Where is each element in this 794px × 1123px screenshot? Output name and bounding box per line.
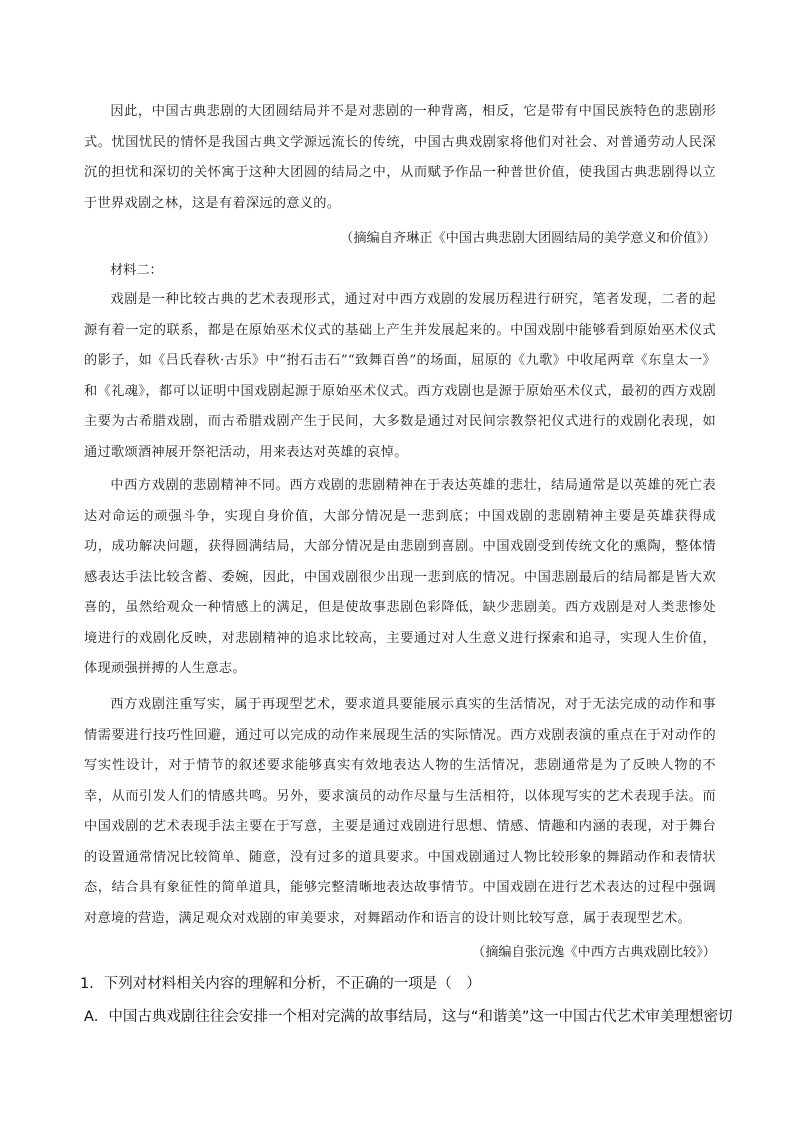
- material-2-paragraph-1: 戏剧是一种比较古典的艺术表现形式，通过对中西方戏剧的发展历程进行研究，笔者发现，二者的起源有着一定的联系，都是在原始巫术仪式的基础上产生并发展起来的。中国戏剧中能够看到原始巫术仪式的影子，如《吕氏春秋·古乐》中“拊石击石”“致舞百兽”的场面，屈原的《九歌》中收尾两章《东皇太一》和《礼魂》，都可以证明中国戏剧起源于原始巫术仪式。西方戏剧也是源于原始巫术仪式，最初的西方戏剧主要为古希腊戏剧，而古希腊戏剧产生于民间，大多数是通过对民间宗教祭祀仪式进行的戏剧化表现，如通过歌颂酒神展开祭祀活动，用来表达对英雄的哀悼。: [84, 292, 716, 460]
- source-citation-2: （摘编自张沅逸《中西方古典戏剧比较》）: [472, 945, 716, 960]
- material-2-paragraph-3: 西方戏剧注重写实，属于再现型艺术，要求道具要能展示真实的生活情况，对于无法完成的动作和事情需要进行技巧性回避，通过可以完成的动作来展现生活的实际情况。西方戏剧表演的重点在于对动作的写实性设计，对于情节的叙述要求能够真实有效地表达人物的生活情况，悲剧通常是为了反映人物的不幸，从而引发人们的情感共鸣。另外，要求演员的动作尽量与生活相符，以体现写实的艺术表现手法。而中国戏剧的艺术表现手法主要在于写意，主要是通过戏剧进行思想、情感、情趣和内涵的表现，对于舞台的设置通常情况比较简单、随意，没有过多的道具要求。中国戏剧通过人物比较形象的舞蹈动作和表情状态，结合具有象征性的简单道具，能够完整清晰地表达故事情节。中国戏剧在进行艺术表达的过程中强调对意境的营造，满足观众对戏剧的审美要求，对舞蹈动作和语言的设计则比较写意，属于表现型艺术。: [84, 697, 716, 926]
- paragraph-intro: 因此，中国古典悲剧的大团圆结局并不是对悲剧的一种背离，相反，它是带有中国民族特色的悲剧形式。忧国忧民的情怀是我国古典文学源远流长的传统，中国古典戏剧家将他们对社会、对普通劳动人民深沉的担忧和深切的关怀寓于这种大团圆的结局之中，从而赋予作品一种普世价值，使我国古典悲剧得以立于世界戏剧之林，这是有着深远的意义的。: [84, 104, 716, 211]
- source-citation-1: （摘编自齐琳正《中国古典悲剧大团圆结局的美学意义和价值》）: [340, 231, 716, 246]
- material-2-paragraph-2: 中西方戏剧的悲剧精神不同。西方戏剧的悲剧精神在于表达英雄的悲壮，结局通常是以英雄的死亡表达对命运的顽强斗争，实现自身价值，大部分情况是一悲到底；中国戏剧的悲剧精神主要是英雄获得成功，成功解决问题，获得圆满结局，大部分情况是由悲剧到喜剧。中国戏剧受到传统文化的熏陶，整体情感表达手法比较含蓄、委婉，因此，中国戏剧很少出现一悲到底的情况。中国悲剧最后的结局都是皆大欢喜的，虽然给观众一种情感上的满足，但是使故事悲剧色彩降低，缺少悲剧美。西方戏剧是对人类悲惨处境进行的戏剧化反映，对悲剧精神的追求比较高，主要通过对人生意义进行探索和追寻，实现人生价值，体现顽强拼搏的人生意志。: [84, 478, 716, 676]
- question-1-option-a: A．中国古典戏剧往往会安排一个相对完满的故事结局，这与“和谐美”这一中国古代艺术审美理想密切: [84, 1009, 733, 1025]
- material-2-label: 材料二：: [110, 263, 163, 278]
- question-1: 1．下列对材料相关内容的理解和分析，不正确的一项是（ ）: [80, 976, 481, 992]
